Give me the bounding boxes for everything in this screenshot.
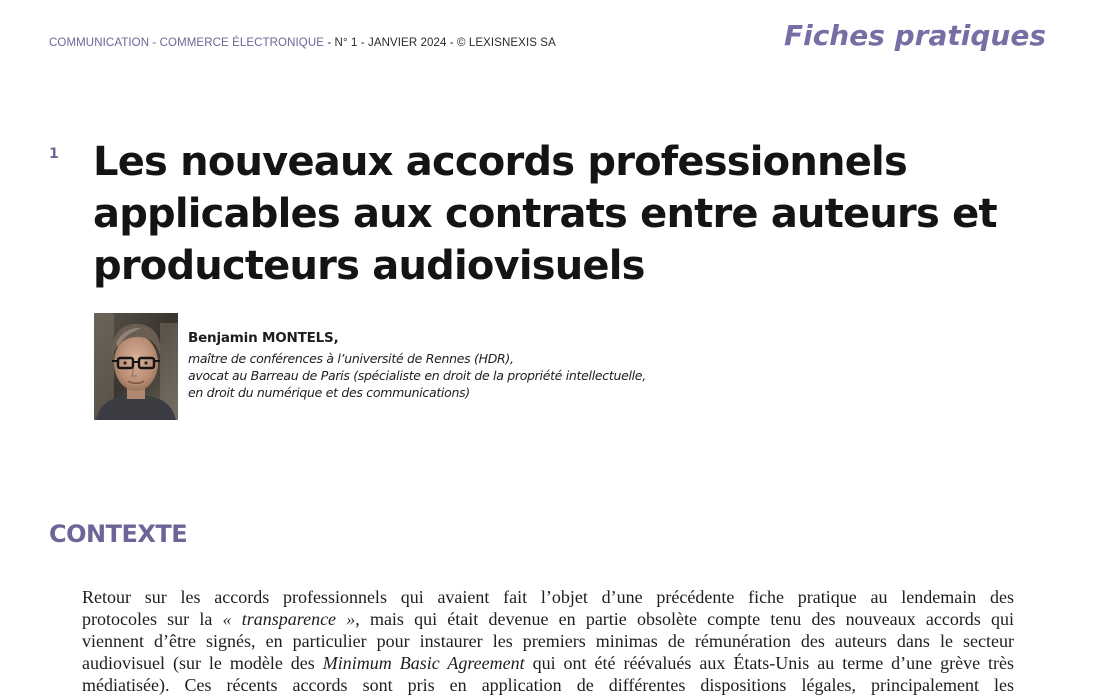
- body-line: Retour sur les accords professionnels qui avaient fait l’objet d’une précédente fiche pratique au lendemain des: [82, 587, 1014, 607]
- author-block: [188, 330, 748, 401]
- body-text-emphasis: « transparence »: [222, 609, 356, 629]
- article-number: 1: [49, 146, 59, 162]
- body-line: [82, 608, 1014, 630]
- body-text-emphasis: Minimum Basic Agreement: [322, 653, 525, 673]
- author-name: Benjamin MONTELS,: [188, 330, 339, 346]
- author-portrait-image: [94, 313, 178, 420]
- body-text-segment: audiovisuel (sur le modèle des: [82, 653, 323, 673]
- body-text-segment: qui ont été réévalués aux États-Unis au terme d’une grève très: [524, 653, 1015, 673]
- article-title: Les nouveaux accords professionnels applicables aux contrats entre auteurs et producteurs audiovisuels: [93, 139, 997, 289]
- running-header: [49, 37, 556, 49]
- body-line: [82, 652, 1014, 674]
- section-label: Fiches pratiques: [783, 19, 1046, 52]
- journal-name: COMMUNICATION - COMMERCE ÉLECTRONIQUE: [49, 37, 325, 49]
- author-affiliation: maître de conférences à l’université de Rennes (HDR),: [188, 351, 514, 366]
- author-affiliation: en droit du numérique et des communications): [188, 385, 470, 400]
- section-heading: CONTEXTE: [49, 520, 188, 548]
- body-line: viennent d’être signés, en particulier pour instaurer les premiers minimas de rémunération des auteurs dans le secteur: [82, 631, 1014, 651]
- issue-info: - N° 1 - JANVIER 2024 - © LEXISNEXIS SA: [324, 37, 556, 49]
- author-photo: [94, 313, 178, 420]
- body-text-segment: protocoles sur la: [82, 609, 223, 629]
- body-paragraph: [82, 586, 1014, 696]
- body-line: médiatisée). Ces récents accords sont pris en application de différentes dispositions légales, principalement les: [82, 675, 1014, 695]
- body-text-segment: , mais qui était devenue en partie obsolète compte tenu des nouveaux accords qui: [355, 609, 1015, 629]
- author-affiliation: avocat au Barreau de Paris (spécialiste en droit de la propriété intellectuelle,: [188, 368, 646, 383]
